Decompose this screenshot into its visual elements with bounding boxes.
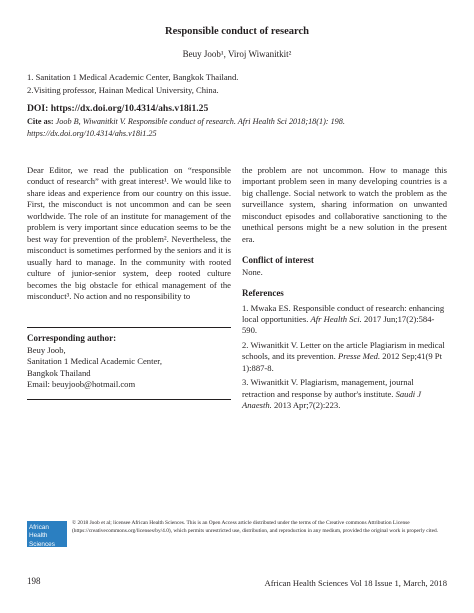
conflict-heading: Conflict of interest xyxy=(242,255,314,266)
references-heading: References xyxy=(242,288,284,299)
body-paragraph-right: the problem are not uncommon. How to manage this important problem seen in many developing countries is a big challenge. Social network to watch the problem as the surveillance system, sharing information on unwanted misconduct episodes and collaborative sanctioning to the unethical persons might be a new solution in the present era. xyxy=(242,165,447,244)
corr-line-email[interactable]: Email: beuyjoob@hotmail.com xyxy=(27,379,136,390)
reference-item: 3. Wiwanitkit V. Plagiarism, management, journal retraction and response by author's institute. Saudi J Anaesth. 2013 Apr;7(2):223. xyxy=(242,377,422,411)
corresponding-author-box xyxy=(27,327,231,400)
corr-line-name: Beuy Joob, xyxy=(27,344,66,355)
cite-label: Cite as: xyxy=(27,117,54,126)
corresponding-author-heading: Corresponding author: xyxy=(27,333,117,343)
citation xyxy=(27,116,447,139)
right-column xyxy=(242,165,447,412)
affiliation-1: 1. Sanitation 1 Medical Academic Center, Bangkok Thailand. xyxy=(27,72,239,82)
reference-item: 2. Wiwanitkit V. Letter on the article Plagiarism in medical schools, and its prevention. Presse Med. 2012 Sep;41(9 Pt 1):887-8. xyxy=(242,339,445,373)
body-paragraph-left: Dear Editor, we read the publication on “responsible conduct of research” with great interest¹. We would like to share ideas and experience from our country on this issue. First, the misconduct is not uncommon and can be seen worldwide. The role of an institute for management of the problem is very important since education seems to be the best way for prevention of the problem². Nevertheless, the misconduct is sometimes performed by the seniors and it is usually hard to manage. In the community with rooted culture of junior-senior system, deep rooted culture becomes the big obstacle for ethical management of the misconduct³. No action and no responsibility to xyxy=(27,165,231,301)
journal-footer: African Health Sciences Vol 18 Issue 1, March, 2018 xyxy=(264,578,447,588)
badge-line-1: African xyxy=(29,524,49,531)
doi-link[interactable]: DOI: https://dx.doi.org/10.4314/ahs.v18i1.25 xyxy=(27,103,209,114)
cite-text: Joob B, Wiwanitkit V. Responsible conduct of research. Afri Health Sci 2018;18(1): 198. https://dx.doi.org/10.4314/ahs.v18i1.25 xyxy=(27,117,345,138)
affiliation-2: 2.Visiting professor, Hainan Medical University, China. xyxy=(27,85,219,95)
corr-line-institution: Sanitation 1 Medical Academic Center, xyxy=(27,356,162,367)
badge-line-2: Health Sciences xyxy=(29,532,55,548)
conflict-text: None. xyxy=(242,266,263,277)
page-number: 198 xyxy=(27,576,41,586)
article-title: Responsible conduct of research xyxy=(165,26,309,37)
journal-logo-badge xyxy=(27,521,67,547)
author-line: Beuy Joob¹, Viroj Wiwanitkit² xyxy=(182,49,292,59)
corr-line-city: Bangkok Thailand xyxy=(27,367,91,378)
reference-item: 1. Mwaka ES. Responsible conduct of research: enhancing local opportunities. Afr Health Sci. 2017 Jun;17(2):584-590. xyxy=(242,302,445,336)
left-column xyxy=(27,165,231,302)
license-notice: © 2018 Joob et al; licensee African Health Sciences. This is an Open Access article distributed under the terms of the Creative commons Attribution License (https://creativecommons.org/licenses/by/4.0), which permits unrestricted use, distribution, and reproduction in any medium, provided the original work is properly cited. xyxy=(72,520,439,534)
